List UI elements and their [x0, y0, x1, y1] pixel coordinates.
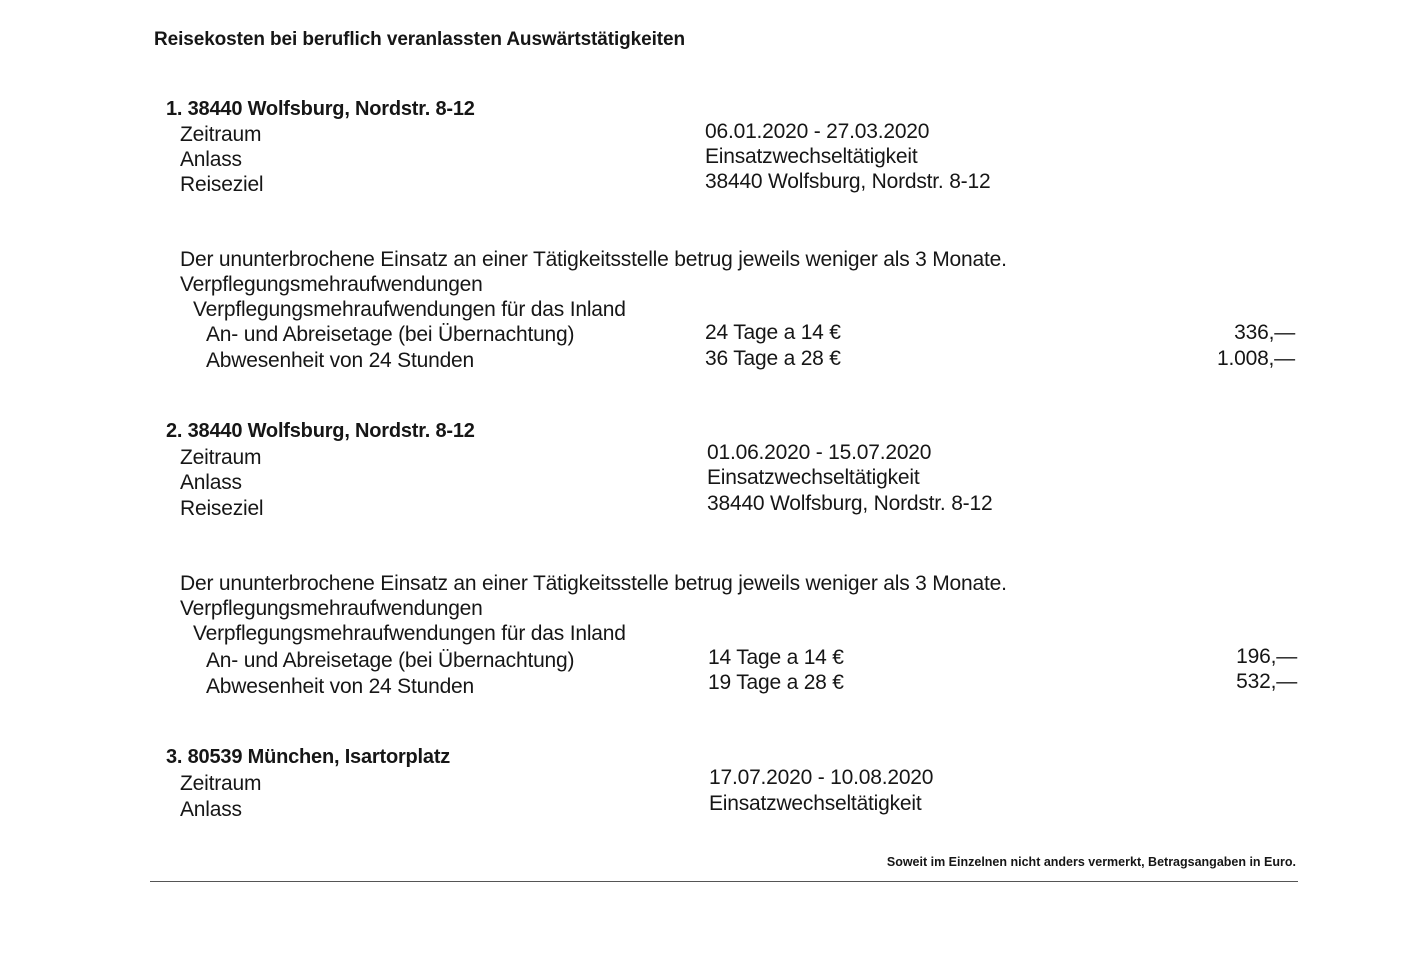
anreise-label: An- und Abreisetage (bei Übernachtung)	[206, 649, 575, 672]
anreise-calc: 14 Tage a 14 €	[708, 646, 844, 669]
anlass-value: Einsatzwechseltätigkeit	[709, 792, 922, 815]
zeitraum-label: Zeitraum	[180, 446, 262, 469]
zeitraum-value: 17.07.2020 - 10.08.2020	[709, 766, 934, 789]
einsatz-note: Der ununterbrochene Einsatz an einer Tätigkeitsstelle betrug jeweils weniger als 3 Monate.	[180, 572, 1007, 595]
verpflegung-heading: Verpflegungsmehraufwendungen	[180, 597, 483, 620]
reiseziel-label: Reiseziel	[180, 173, 264, 196]
abwesenheit-calc: 19 Tage a 28 €	[708, 671, 844, 694]
zeitraum-label: Zeitraum	[180, 772, 262, 795]
abwesenheit-amount: 1.008,—	[1217, 347, 1295, 370]
section-heading: 2. 38440 Wolfsburg, Nordstr. 8-12	[166, 420, 475, 442]
verpflegung-inland-heading: Verpflegungsmehraufwendungen für das Inland	[193, 298, 626, 321]
anlass-label: Anlass	[180, 471, 242, 494]
zeitraum-label: Zeitraum	[180, 123, 262, 146]
anlass-value: Einsatzwechseltätigkeit	[705, 145, 918, 168]
footnote: Soweit im Einzelnen nicht anders vermerkt, Betragsangaben in Euro.	[886, 855, 1296, 869]
anlass-label: Anlass	[180, 798, 242, 821]
anreise-calc: 24 Tage a 14 €	[705, 321, 841, 344]
einsatz-note: Der ununterbrochene Einsatz an einer Tätigkeitsstelle betrug jeweils weniger als 3 Monate.	[180, 248, 1007, 271]
reiseziel-value: 38440 Wolfsburg, Nordstr. 8-12	[705, 170, 991, 193]
reiseziel-label: Reiseziel	[180, 497, 264, 520]
footer-divider	[150, 881, 1298, 882]
anreise-label: An- und Abreisetage (bei Übernachtung)	[206, 323, 575, 346]
verpflegung-inland-heading: Verpflegungsmehraufwendungen für das Inland	[193, 622, 626, 645]
abwesenheit-calc: 36 Tage a 28 €	[705, 347, 841, 370]
anlass-value: Einsatzwechseltätigkeit	[707, 466, 920, 489]
anlass-label: Anlass	[180, 148, 242, 171]
anreise-amount: 336,—	[1234, 321, 1295, 344]
section-heading: 1. 38440 Wolfsburg, Nordstr. 8-12	[166, 98, 475, 120]
abwesenheit-label: Abwesenheit von 24 Stunden	[206, 675, 475, 698]
abwesenheit-label: Abwesenheit von 24 Stunden	[206, 349, 475, 372]
section-heading: 3. 80539 München, Isartorplatz	[166, 746, 451, 768]
verpflegung-heading: Verpflegungsmehraufwendungen	[180, 273, 483, 296]
anreise-amount: 196,—	[1236, 645, 1297, 668]
zeitraum-value: 06.01.2020 - 27.03.2020	[705, 120, 930, 143]
reiseziel-value: 38440 Wolfsburg, Nordstr. 8-12	[707, 492, 993, 515]
zeitraum-value: 01.06.2020 - 15.07.2020	[707, 441, 932, 464]
abwesenheit-amount: 532,—	[1236, 670, 1297, 693]
document-title: Reisekosten bei beruflich veranlassten Auswärtstätigkeiten	[154, 29, 685, 50]
